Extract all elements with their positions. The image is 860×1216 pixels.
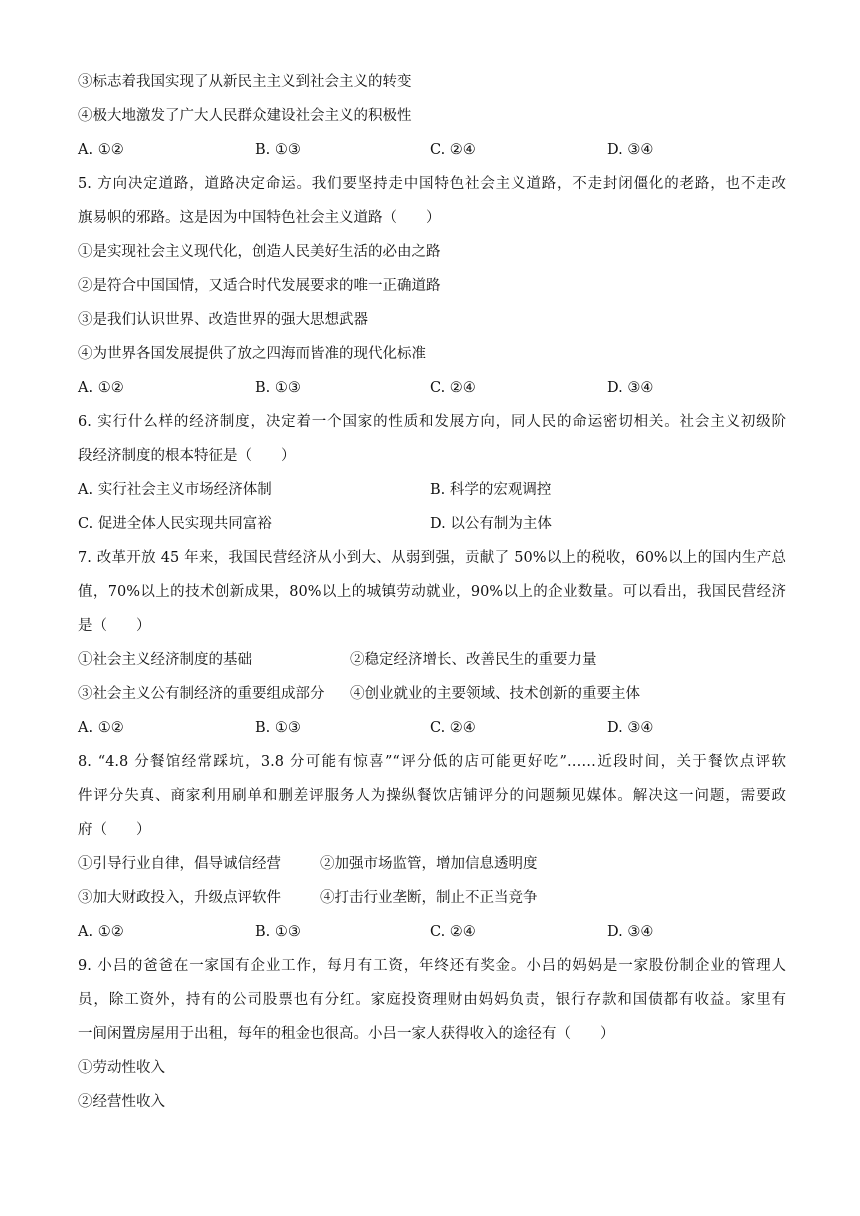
q7-option-c: C. ②④ bbox=[430, 720, 476, 736]
q6-stem-line-1: 6. 实行什么样的经济制度，决定着一个国家的性质和发展方向，同人民的命运密切相关。社会主义初级阶 bbox=[78, 414, 786, 430]
q4-option-b: B. ①③ bbox=[255, 142, 301, 158]
q5-stem-line-1: 5. 方向决定道路，道路决定命运。我们要坚持走中国特色社会主义道路，不走封闭僵化的老路，也不走改 bbox=[78, 176, 786, 192]
q9-stem-line-3: 一间闲置房屋用于出租，每年的租金也很高。小吕一家人获得收入的途径有（ ） bbox=[78, 1026, 615, 1042]
q8-item-4: ④打击行业垄断，制止不正当竞争 bbox=[320, 890, 538, 906]
q6-option-b: B. 科学的宏观调控 bbox=[430, 482, 552, 498]
q8-options bbox=[78, 922, 786, 942]
q8-item-2: ②加强市场监管，增加信息透明度 bbox=[320, 856, 538, 872]
q8-stem-line-2: 件评分失真、商家利用刷单和删差评服务人为操纵餐饮店铺评分的问题频见媒体。解决这一问题，需要政 bbox=[78, 788, 786, 804]
q8-option-b: B. ①③ bbox=[255, 924, 301, 940]
q4-option-c: C. ②④ bbox=[430, 142, 476, 158]
q7-item-2: ②稳定经济增长、改善民生的重要力量 bbox=[350, 652, 597, 668]
q7-items-row-1 bbox=[78, 650, 786, 670]
q7-item-3: ③社会主义公有制经济的重要组成部分 bbox=[78, 686, 325, 702]
q7-option-d: D. ③④ bbox=[607, 720, 654, 736]
q5-option-c: C. ②④ bbox=[430, 380, 476, 396]
q4-item-4: ④极大地激发了广大人民群众建设社会主义的积极性 bbox=[78, 108, 412, 124]
q8-items-row-1 bbox=[78, 854, 786, 874]
q5-item-2: ②是符合中国国情，又适合时代发展要求的唯一正确道路 bbox=[78, 278, 441, 294]
q7-option-a: A. ①② bbox=[78, 720, 124, 736]
q7-options bbox=[78, 718, 786, 738]
q7-stem-line-3: 是（ ） bbox=[78, 618, 151, 634]
q8-option-d: D. ③④ bbox=[607, 924, 654, 940]
q8-stem-line-3: 府（ ） bbox=[78, 822, 151, 838]
q6-option-c: C. 促进全体人民实现共同富裕 bbox=[78, 516, 272, 532]
q5-stem-line-2: 旗易帜的邪路。这是因为中国特色社会主义道路（ ） bbox=[78, 210, 441, 226]
q8-option-c: C. ②④ bbox=[430, 924, 476, 940]
q5-item-4: ④为世界各国发展提供了放之四海而皆准的现代化标准 bbox=[78, 346, 426, 362]
q6-options-row-2 bbox=[78, 514, 786, 534]
q8-stem-line-1: 8. “4.8 分餐馆经常踩坑，3.8 分可能有惊喜”“评分低的店可能更好吃”……近段时间，关于餐饮点评软 bbox=[78, 754, 786, 770]
q9-stem-line-2: 员，除工资外，持有的公司股票也有分红。家庭投资理财由妈妈负责，银行存款和国债都有收益。家里有 bbox=[78, 992, 786, 1008]
q4-item-3: ③标志着我国实现了从新民主主义到社会主义的转变 bbox=[78, 74, 412, 90]
q5-item-1: ①是实现社会主义现代化，创造人民美好生活的必由之路 bbox=[78, 244, 441, 260]
q8-items-row-2 bbox=[78, 888, 786, 908]
q6-option-d: D. 以公有制为主体 bbox=[430, 516, 552, 532]
q5-item-3: ③是我们认识世界、改造世界的强大思想武器 bbox=[78, 312, 368, 328]
q5-option-d: D. ③④ bbox=[607, 380, 654, 396]
q6-options-row-1 bbox=[78, 480, 786, 500]
q8-item-1: ①引导行业自律，倡导诚信经营 bbox=[78, 856, 281, 872]
q7-stem-line-2: 值，70%以上的技术创新成果，80%以上的城镇劳动就业，90%以上的企业数量。可以看出，我国民营经济 bbox=[78, 584, 786, 600]
q7-items-row-2 bbox=[78, 684, 786, 704]
q4-options bbox=[78, 140, 786, 160]
q4-option-d: D. ③④ bbox=[607, 142, 654, 158]
q7-stem-line-1: 7. 改革开放 45 年来，我国民营经济从小到大、从弱到强，贡献了 50%以上的税收，60%以上的国内生产总 bbox=[78, 550, 786, 566]
q9-item-1: ①劳动性收入 bbox=[78, 1060, 165, 1076]
q9-stem-line-1: 9. 小吕的爸爸在一家国有企业工作，每月有工资，年终还有奖金。小吕的妈妈是一家股份制企业的管理人 bbox=[78, 958, 786, 974]
q7-item-1: ①社会主义经济制度的基础 bbox=[78, 652, 252, 668]
q6-option-a: A. 实行社会主义市场经济体制 bbox=[78, 482, 272, 498]
q5-options bbox=[78, 378, 786, 398]
q8-item-3: ③加大财政投入，升级点评软件 bbox=[78, 890, 281, 906]
q5-option-a: A. ①② bbox=[78, 380, 124, 396]
q7-option-b: B. ①③ bbox=[255, 720, 301, 736]
q5-option-b: B. ①③ bbox=[255, 380, 301, 396]
q9-item-2: ②经营性收入 bbox=[78, 1094, 165, 1110]
q4-option-a: A. ①② bbox=[78, 142, 124, 158]
q6-stem-line-2: 段经济制度的根本特征是（ ） bbox=[78, 448, 296, 464]
q7-item-4: ④创业就业的主要领域、技术创新的重要主体 bbox=[350, 686, 640, 702]
q8-option-a: A. ①② bbox=[78, 924, 124, 940]
